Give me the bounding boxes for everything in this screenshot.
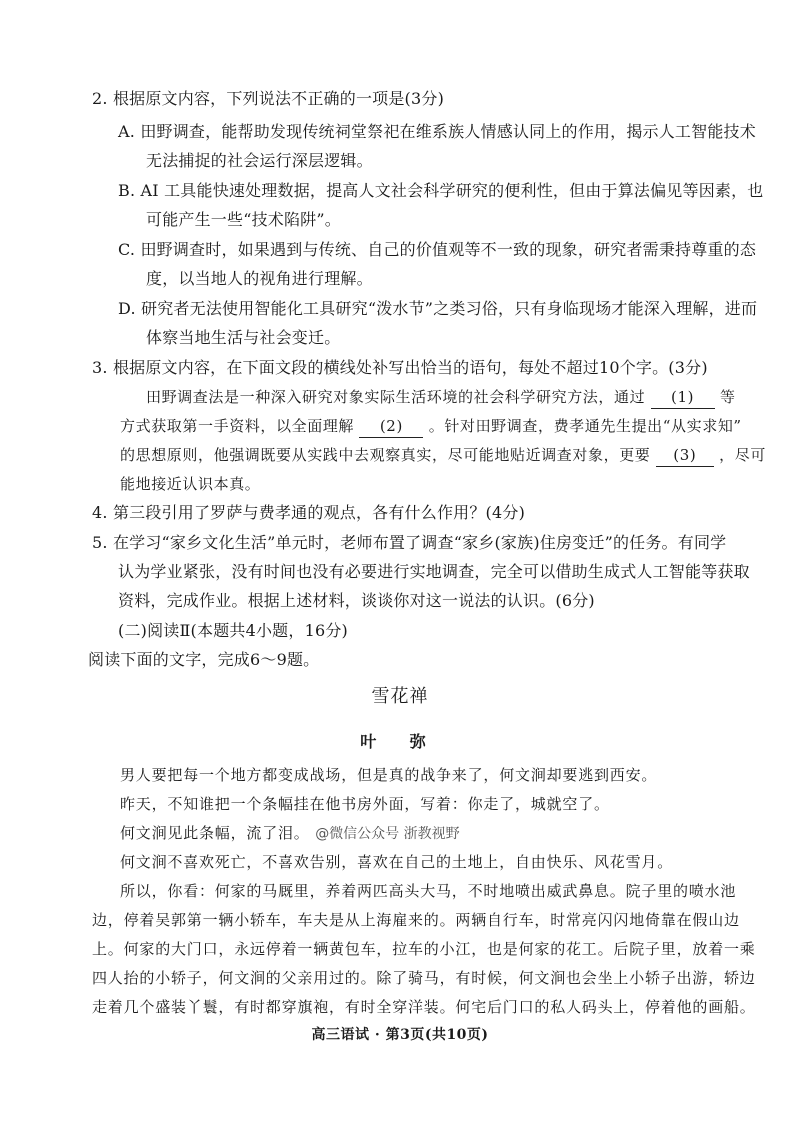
question-2-option-c-cont: 度，以当地人的视角进行理解。 <box>146 269 373 288</box>
story-text: 何文涧见此条幅，流了泪。 <box>120 824 310 842</box>
answer-blank-2[interactable]: (2) <box>359 415 423 438</box>
question-5-stem: 5. 在学习“家乡文化生活”单元时，老师布置了调查“家乡(家族)住房变迁”的任务。有同学 <box>92 533 727 552</box>
story-paragraph-5-line-1: 所以，你看：何家的马厩里，养着两匹高头大马，不时地喷出威武鼻息。院子里的喷水池 <box>120 882 737 900</box>
question-2-option-c: C. 田野调查时，如果遇到与传统、自己的价值观等不一致的现象，研究者需秉持尊重的态 <box>118 240 757 259</box>
story-title: 雪花禅 <box>371 686 429 707</box>
passage-text: 。针对田野调查，费孝通先生提出“从实求知” <box>428 417 742 435</box>
story-paragraph-5-line-3: 上。何家的大门口，永远停着一辆黄包车，拉车的小江，也是何家的花工。后院子里，放着一乘 <box>92 940 756 958</box>
question-2-option-d-cont: 体察当地生活与社会变迁。 <box>146 328 341 347</box>
section-heading: (二)阅读Ⅱ(本题共4小题，16分) <box>118 621 348 640</box>
question-2-stem: 2. 根据原文内容，下列说法不正确的一项是(3分) <box>92 89 445 108</box>
question-3-passage-line-1 <box>146 386 736 409</box>
question-3-passage-line-4: 能地接近认识本真。 <box>120 475 261 493</box>
question-4-stem: 4. 第三段引用了罗萨与费孝通的观点，各有什么作用？(4分) <box>92 503 526 522</box>
question-2-option-a-cont: 无法捕捉的社会运行深层逻辑。 <box>146 151 373 170</box>
question-2-option-b-cont: 可能产生一些“技术陷阱”。 <box>146 210 341 229</box>
passage-text: ，尽可 <box>719 446 766 464</box>
question-3-passage-line-2 <box>120 415 742 438</box>
question-3-stem: 3. 根据原文内容，在下面文段的横线处补写出恰当的语句，每处不超过10个字。(3分) <box>92 358 708 377</box>
question-2-option-a: A. 田野调查，能帮助发现传统祠堂祭祀在维系族人情感认同上的作用，揭示人工智能技术 <box>118 122 756 141</box>
story-paragraph-5-line-5: 走着几个盛装丫鬟，有时都穿旗袍，有时全穿洋装。何宅后门口的私人码头上，停着他的画船。 <box>92 998 756 1016</box>
question-5-stem-cont-1: 认为学业紧张，没有时间也没有必要进行实地调查，完全可以借助生成式人工智能等获取 <box>118 562 750 581</box>
story-paragraph-3 <box>120 822 460 845</box>
question-2-option-d: D. 研究者无法使用智能化工具研究“泼水节”之类习俗，只有身临现场才能深入理解，进而 <box>118 299 758 318</box>
story-paragraph-4: 何文涧不喜欢死亡，不喜欢告别，喜欢在自己的土地上，自由快乐、风花雪月。 <box>120 853 674 871</box>
story-paragraph-5-line-4: 四人抬的小轿子，何文涧的父亲用过的。除了骑马，有时候，何文涧也会坐上小轿子出游，轿边 <box>92 969 756 987</box>
passage-text: 等 <box>719 388 736 406</box>
answer-blank-1[interactable]: (1) <box>651 386 715 409</box>
story-paragraph-5-line-2: 边，停着吴郭第一辆小轿车，车夫是从上海雇来的。两辆自行车，时常亮闪闪地倚靠在假山边 <box>92 911 740 929</box>
question-5-stem-cont-2: 资料，完成作业。根据上述材料，谈谈你对这一说法的认识。(6分) <box>118 591 595 610</box>
question-3-passage-line-3 <box>120 444 766 467</box>
story-author: 叶 弥 <box>360 732 440 751</box>
watermark-text: @微信公众号 浙教视野 <box>315 826 460 842</box>
passage-text: 田野调查法是一种深入研究对象实际生活环境的社会科学研究方法，通过 <box>146 388 646 406</box>
passage-text: 的思想原则，他强调既要从实践中去观察真实，尽可能地贴近调查对象，更要 <box>120 446 651 464</box>
answer-blank-3[interactable]: (3) <box>656 444 714 467</box>
story-paragraph-2: 昨天，不知谁把一个条幅挂在他书房外面，写着：你走了，城就空了。 <box>120 795 610 813</box>
page-footer: 高三语试 · 第3页(共10页) <box>311 1027 489 1043</box>
story-paragraph-1: 男人要把每一个地方都变成战场，但是真的战争来了，何文涧却要逃到西安。 <box>120 766 658 784</box>
question-2-option-b: B. AI 工具能快速处理数据，提高人文社会科学研究的便利性，但由于算法偏见等因素，也 <box>118 181 764 200</box>
passage-text: 方式获取第一手资料，以全面理解 <box>120 417 355 435</box>
section-instruction: 阅读下面的文字，完成6～9题。 <box>88 650 320 669</box>
